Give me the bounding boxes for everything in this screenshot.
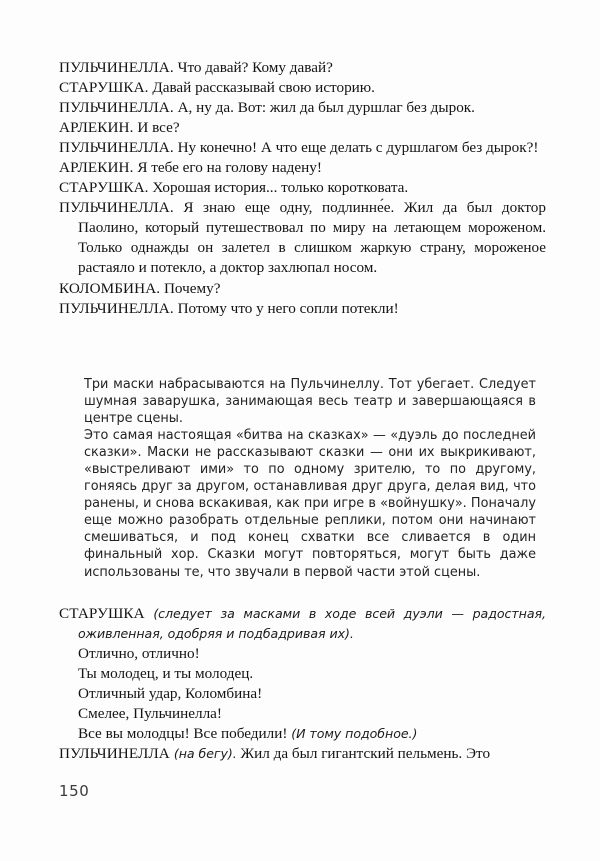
speech-text: А, ну да. Вот: жил да был дуршлаг без дырок. bbox=[173, 99, 475, 117]
speech-text: Потому что у него сопли потекли! bbox=[173, 299, 399, 317]
speech-line bbox=[59, 118, 546, 138]
speech-text: Жил да был гигантский пельмень. Это bbox=[236, 745, 491, 763]
character-name: ПУЛЬЧИНЕЛЛА. bbox=[59, 99, 174, 117]
inline-stage-direction: (следует за масками в ходе всей дуэли — радостная, оживленная, одобряя и подбадривая их). bbox=[78, 606, 546, 642]
dialogue-block-top bbox=[59, 58, 546, 319]
speech-line bbox=[59, 604, 546, 644]
dialogue-block-bottom bbox=[59, 604, 546, 764]
character-name: АРЛЕКИН. bbox=[59, 159, 134, 177]
inline-stage-direction: (на бегу). bbox=[169, 746, 237, 762]
speech-line bbox=[59, 704, 546, 724]
speech-line bbox=[59, 78, 546, 98]
character-name: ПУЛЬЧИНЕЛЛА. bbox=[59, 199, 174, 217]
speech-line bbox=[59, 178, 546, 198]
stage-paragraph: Три маски набрасываются на Пульчинеллу. Тот убегает. Следует шумная заварушка, занимающая весь театр и завершающаяся в центре сцены. bbox=[84, 377, 536, 427]
character-name: ПУЛЬЧИНЕЛЛА. bbox=[59, 59, 174, 76]
speech-text: Что давай? Кому давай? bbox=[173, 59, 333, 76]
inline-stage-direction: (И тому подобное.) bbox=[291, 726, 418, 742]
speech-text: Отличный удар, Коломбина! bbox=[78, 685, 263, 703]
speech-line bbox=[59, 158, 546, 178]
character-name: АРЛЕКИН. bbox=[59, 119, 134, 137]
speech-text: Отлично, отлично! bbox=[78, 645, 200, 663]
speech-text: Почему? bbox=[160, 279, 221, 297]
speech-line bbox=[59, 664, 546, 684]
speech-line bbox=[59, 98, 546, 118]
speech-text: Я тебе его на голову надену! bbox=[133, 159, 322, 177]
stage-direction-block bbox=[84, 376, 536, 581]
page-number: 150 bbox=[59, 782, 90, 800]
speech-text: Хорошая история... только коротковата. bbox=[148, 179, 409, 197]
character-name: ПУЛЬЧИНЕЛЛА. bbox=[59, 139, 174, 157]
character-name: СТАРУШКА. bbox=[59, 79, 149, 97]
speech-text: Давай рассказывай свою историю. bbox=[148, 79, 375, 97]
speech-text: Я знаю еще одну, подлинне́е. Жил да был доктор Паолино, который путешествовал по миру на летающем мороженом. Только однажды он залетел в слишком жаркую страну, мороженое растаяло и потекло, а доктор захлюпал носом. bbox=[78, 199, 546, 277]
character-name: СТАРУШКА. bbox=[59, 179, 149, 197]
character-name: ПУЛЬЧИНЕЛЛА bbox=[59, 745, 170, 763]
stage-paragraph: Это самая настоящая «битва на сказках» — «дуэль до последней сказки». Маски не рассказывают сказки — они их выкрикивают, «выстреливают ими» то по одному зрителю, то по другому, гоняясь друг за другом, останавливая друг друга, делая вид, что ранены, и снова вскакивая, как при игре в «войнушку». Поначалу еще можно разобрать отдельные реплики, потом они начинают смешиваться, и под конец схватки все сливается в один финальный хор. Сказки могут повторяться, могут быть даже использованы те, что звучали в первой части этой сцены. bbox=[84, 428, 536, 580]
speech-text: Смелее, Пульчинелла! bbox=[78, 705, 222, 723]
speech-line bbox=[59, 198, 546, 278]
character-name: СТАРУШКА bbox=[59, 605, 145, 622]
character-name: ПУЛЬЧИНЕЛЛА. bbox=[59, 299, 174, 317]
speech-text: Ты молодец, и ты молодец. bbox=[78, 665, 254, 683]
speech-line bbox=[59, 299, 546, 319]
speech-text: Все вы молодцы! Все победили! bbox=[78, 725, 292, 743]
speech-text: И все? bbox=[133, 119, 180, 137]
character-name: КОЛОМБИНА. bbox=[59, 279, 161, 297]
speech-line bbox=[59, 724, 546, 744]
speech-text: Ну конечно! А что еще делать с дуршлагом без дырок?! bbox=[173, 139, 539, 157]
speech-line bbox=[59, 138, 546, 158]
speech-line bbox=[59, 279, 546, 299]
speech-line bbox=[59, 744, 546, 764]
speech-line bbox=[59, 58, 546, 78]
speech-line bbox=[59, 644, 546, 664]
speech-line bbox=[59, 684, 546, 704]
